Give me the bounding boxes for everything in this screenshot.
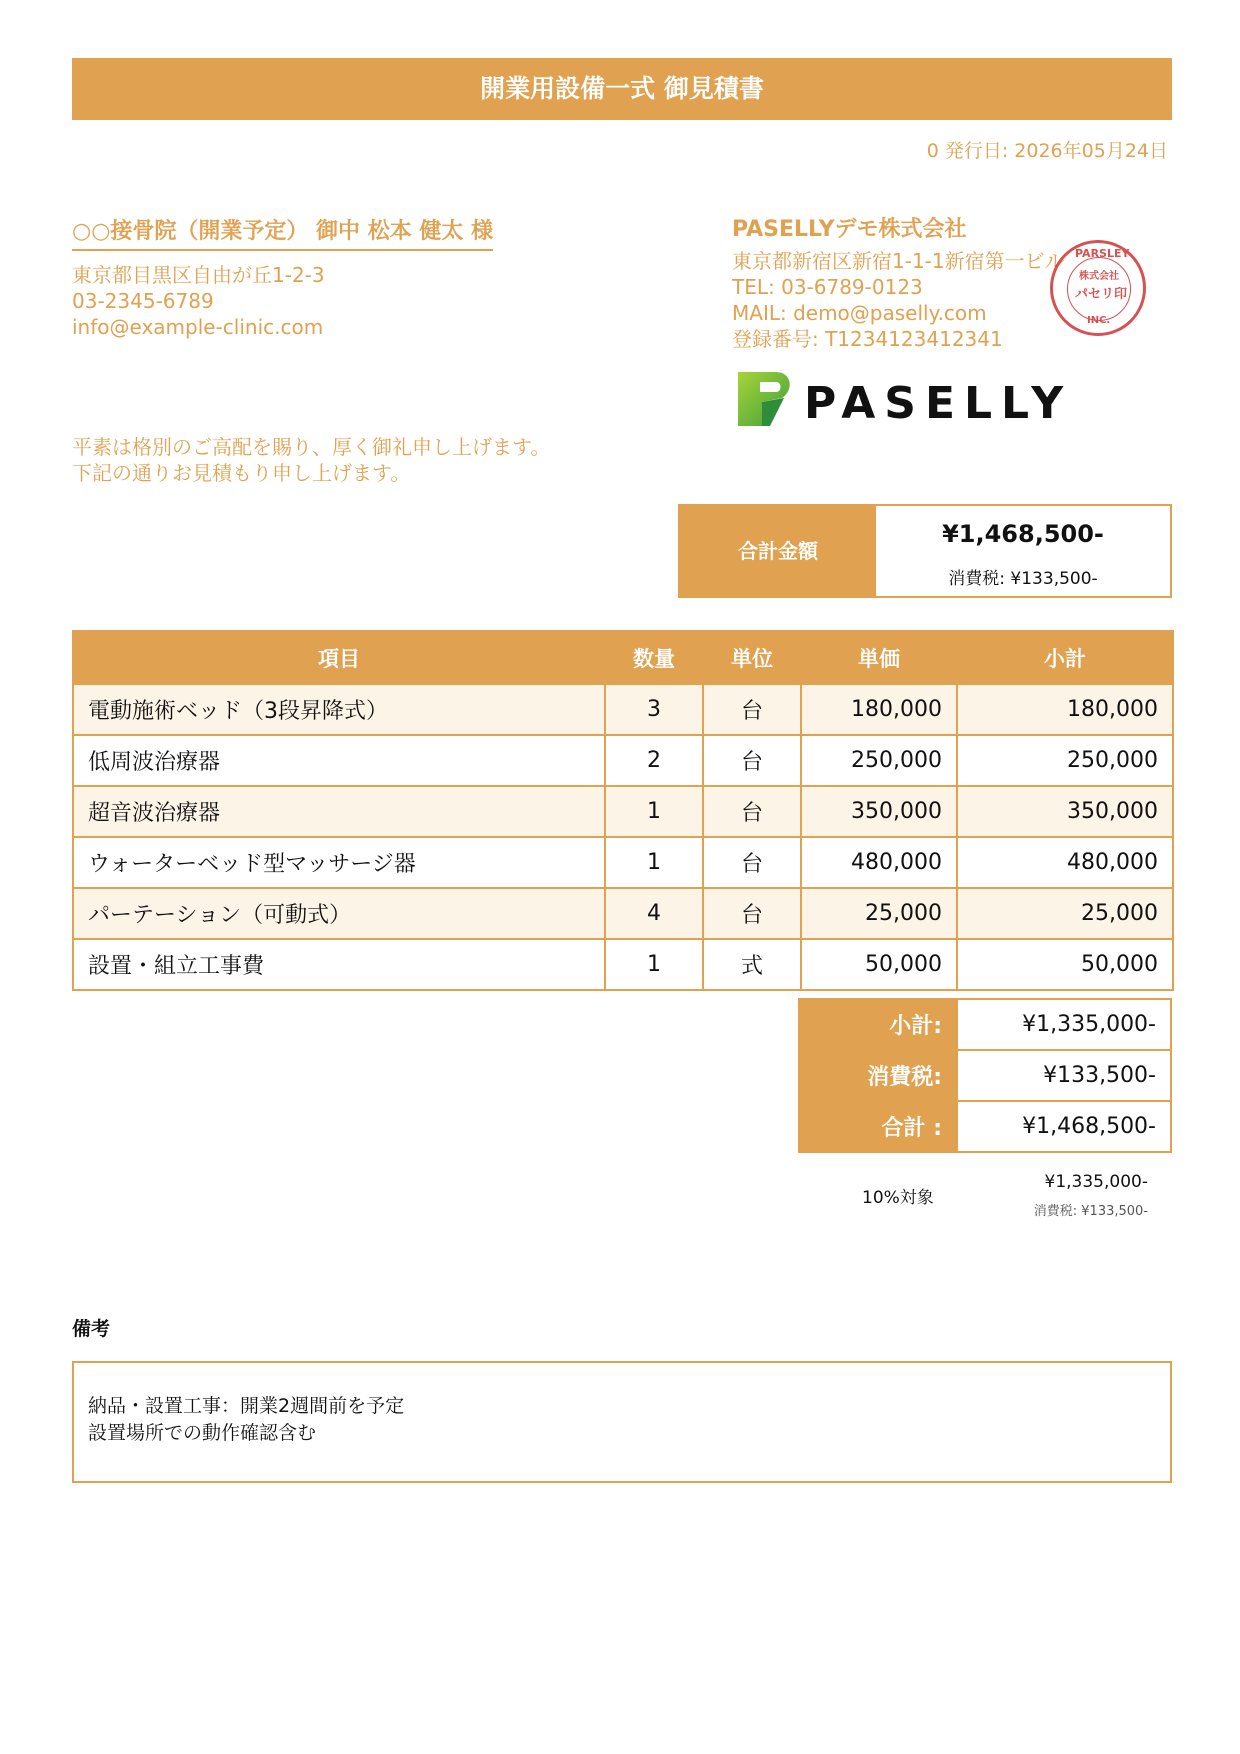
cell-price: 180,000	[801, 684, 957, 735]
table-row	[73, 786, 1173, 837]
cell-qty: 3	[605, 684, 703, 735]
header-subtotal: 小計	[957, 631, 1173, 684]
cell-item: パーテーション（可動式）	[73, 888, 605, 939]
seal-center-text: パセリ印	[1075, 287, 1128, 302]
tax-rate-tax: 消費税: ¥133,500-	[1033, 1204, 1148, 1219]
cell-qty: 4	[605, 888, 703, 939]
cell-unit: 台	[703, 888, 801, 939]
seal-top-text: PARSLEY	[1075, 247, 1130, 260]
grand-total-box	[678, 504, 1172, 598]
cell-unit: 台	[703, 684, 801, 735]
notes-title: 備考	[72, 1318, 111, 1340]
table-row	[73, 684, 1173, 735]
issuer-info	[732, 248, 1065, 352]
table-row	[73, 939, 1173, 990]
table-header-row	[73, 631, 1173, 684]
summary-tax-label: 消費税:	[799, 1050, 957, 1101]
cell-unit: 台	[703, 837, 801, 888]
summary-subtotal-row	[799, 999, 1171, 1050]
client-info	[72, 262, 325, 340]
cell-price: 50,000	[801, 939, 957, 990]
cell-subtotal: 480,000	[957, 837, 1173, 888]
cell-price: 350,000	[801, 786, 957, 837]
cell-item: 超音波治療器	[73, 786, 605, 837]
paselly-logo-text: PASELLY	[804, 378, 1073, 429]
summary-subtotal-value: ¥1,335,000-	[957, 999, 1171, 1050]
cell-unit: 式	[703, 939, 801, 990]
issuer-tel: TEL: 03-6789-0123	[732, 275, 923, 299]
summary-total-row	[799, 1101, 1171, 1152]
summary-tax-row	[799, 1050, 1171, 1101]
document-title: 開業用設備一式 御見積書	[72, 58, 1172, 120]
issue-date: 0 発行日: 2026年05月24日	[926, 140, 1168, 162]
header-item: 項目	[73, 631, 605, 684]
summary-table	[798, 998, 1172, 1153]
notes-box	[72, 1361, 1172, 1483]
issuer-mail: MAIL: demo@paselly.com	[732, 301, 987, 325]
notes-line-1: 納品・設置工事：開業2週間前を予定	[88, 1395, 405, 1417]
cell-subtotal: 50,000	[957, 939, 1173, 990]
cell-qty: 2	[605, 735, 703, 786]
client-email: info@example-clinic.com	[72, 315, 324, 339]
cell-item: 電動施術ベッド（3段昇降式）	[73, 684, 605, 735]
cell-qty: 1	[605, 837, 703, 888]
cell-subtotal: 350,000	[957, 786, 1173, 837]
summary-tax-value: ¥133,500-	[957, 1050, 1171, 1101]
issuer-address: 東京都新宿区新宿1-1-1新宿第一ビル	[732, 249, 1065, 273]
cell-qty: 1	[605, 786, 703, 837]
client-phone: 03-2345-6789	[72, 289, 214, 313]
header-price: 単価	[801, 631, 957, 684]
grand-total-label: 合計金額	[680, 506, 876, 596]
greeting-line-2: 下記の通りお見積もり申し上げます。	[72, 461, 411, 485]
summary-total-value: ¥1,468,500-	[957, 1101, 1171, 1152]
seal-bottom-text: INC.	[1087, 315, 1111, 326]
summary-subtotal-label: 小計:	[799, 999, 957, 1050]
summary-total-label: 合計 :	[799, 1101, 957, 1152]
notes-line-2: 設置場所での動作確認含む	[88, 1422, 317, 1444]
tax-rate-label: 10%対象	[862, 1188, 934, 1208]
table-row	[73, 735, 1173, 786]
cell-subtotal: 250,000	[957, 735, 1173, 786]
cell-item: ウォーターベッド型マッサージ器	[73, 837, 605, 888]
greeting-line-1: 平素は格別のご高配を賜り、厚く御礼申し上げます。	[72, 435, 551, 459]
cell-qty: 1	[605, 939, 703, 990]
cell-price: 250,000	[801, 735, 957, 786]
cell-subtotal: 25,000	[957, 888, 1173, 939]
cell-item: 設置・組立工事費	[73, 939, 605, 990]
tax-rate-amount: ¥1,335,000-	[1044, 1172, 1148, 1192]
header-qty: 数量	[605, 631, 703, 684]
cell-price: 480,000	[801, 837, 957, 888]
cell-unit: 台	[703, 735, 801, 786]
company-seal-stamp	[1050, 240, 1146, 336]
line-items-table	[72, 630, 1174, 991]
header-unit: 単位	[703, 631, 801, 684]
table-row	[73, 837, 1173, 888]
paselly-logo-icon	[732, 368, 798, 430]
cell-subtotal: 180,000	[957, 684, 1173, 735]
grand-total-tax: 消費税: ¥133,500-	[948, 569, 1098, 589]
seal-middle-text: 株式会社	[1079, 271, 1119, 282]
issuer-registration: 登録番号: T1234123412341	[732, 327, 1003, 351]
cell-price: 25,000	[801, 888, 957, 939]
client-name: ○○接骨院（開業予定） 御中 松本 健太 様	[72, 214, 493, 251]
issuer-company-name: PASELLYデモ株式会社	[732, 217, 967, 242]
greeting-text	[72, 434, 550, 486]
cell-unit: 台	[703, 786, 801, 837]
grand-total-amount: ¥1,468,500-	[942, 520, 1104, 548]
cell-item: 低周波治療器	[73, 735, 605, 786]
table-row	[73, 888, 1173, 939]
client-address: 東京都目黒区自由が丘1-2-3	[72, 263, 325, 287]
